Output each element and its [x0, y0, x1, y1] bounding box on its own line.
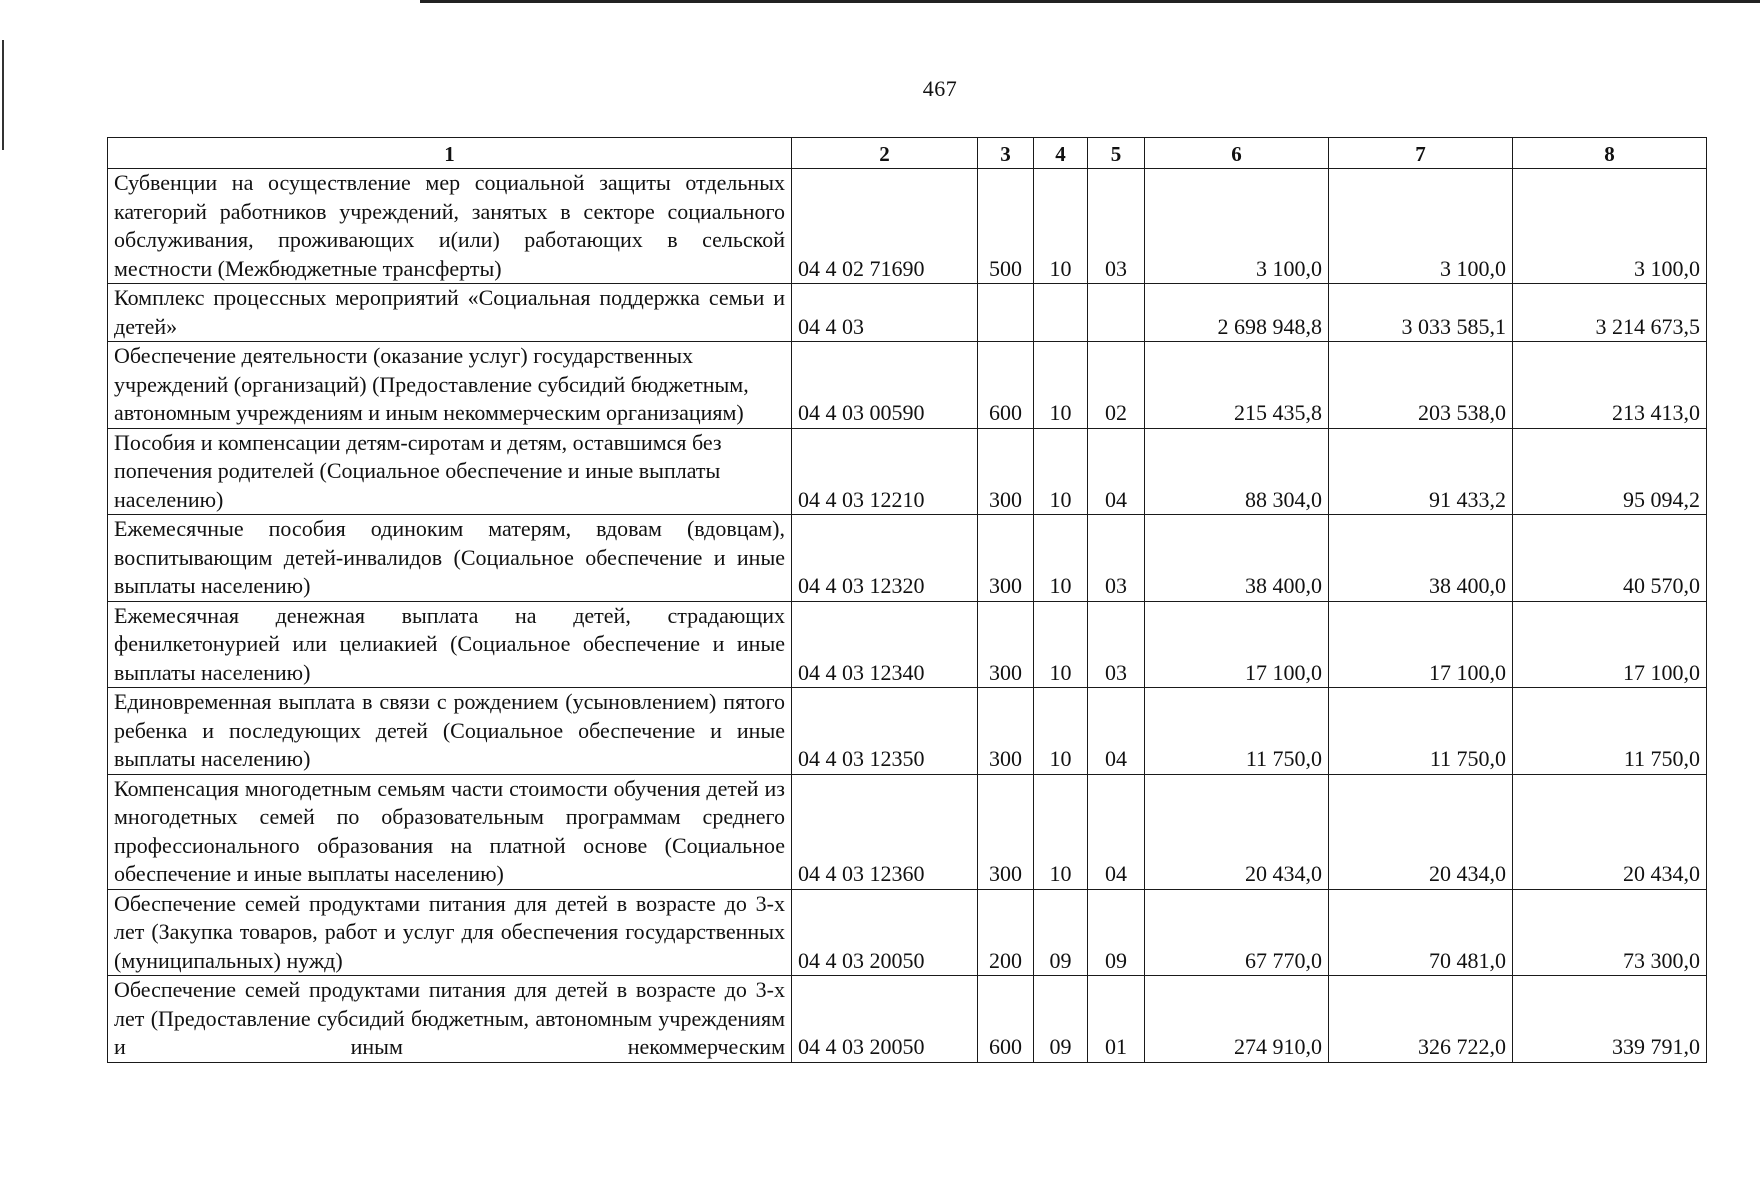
row-code: 04 4 03 20050 [792, 889, 978, 976]
col-header-6: 6 [1145, 138, 1329, 169]
row-col4: 10 [1034, 169, 1088, 284]
row-col3: 300 [978, 428, 1034, 515]
budget-table [107, 137, 1707, 1063]
row-col6: 215 435,8 [1145, 342, 1329, 429]
table-row [108, 515, 1707, 602]
row-col3: 500 [978, 169, 1034, 284]
table-row [108, 169, 1707, 284]
row-col5: 04 [1088, 774, 1145, 889]
row-col6: 11 750,0 [1145, 688, 1329, 775]
row-code: 04 4 02 71690 [792, 169, 978, 284]
row-col4: 09 [1034, 976, 1088, 1063]
row-col4: 09 [1034, 889, 1088, 976]
row-description: Обеспечение семей продуктами питания для детей в возрасте до 3-х лет (Закупка товаров, работ и услуг для обеспечения государственных (муниципальных) нужд) [108, 889, 792, 976]
row-description: Компенсация многодетным семьям части стоимости обучения детей из многодетных семей по образовательным программам среднего профессионального образования на платной основе (Социальное обеспечение и иные выплаты населению) [108, 774, 792, 889]
table-row [108, 688, 1707, 775]
row-col4: 10 [1034, 688, 1088, 775]
row-code: 04 4 03 12350 [792, 688, 978, 775]
row-description: Пособия и компенсации детям-сиротам и детям, оставшимся без попечения родителей (Социальное обеспечение и иные выплаты населению) [108, 428, 792, 515]
row-col5: 09 [1088, 889, 1145, 976]
row-col3: 200 [978, 889, 1034, 976]
row-description: Ежемесячная денежная выплата на детей, страдающих фенилкетонурией или целиакией (Социальное обеспечение и иные выплаты населению) [108, 601, 792, 688]
table-row [108, 428, 1707, 515]
row-col7: 203 538,0 [1329, 342, 1513, 429]
row-code: 04 4 03 12210 [792, 428, 978, 515]
row-code: 04 4 03 12320 [792, 515, 978, 602]
row-col6: 20 434,0 [1145, 774, 1329, 889]
row-col8: 3 100,0 [1513, 169, 1707, 284]
row-col8: 95 094,2 [1513, 428, 1707, 515]
row-col8: 20 434,0 [1513, 774, 1707, 889]
row-col4: 10 [1034, 515, 1088, 602]
row-col5: 03 [1088, 601, 1145, 688]
row-col5: 04 [1088, 688, 1145, 775]
col-header-8: 8 [1513, 138, 1707, 169]
row-code: 04 4 03 20050 [792, 976, 978, 1063]
row-col3: 300 [978, 774, 1034, 889]
row-col8: 17 100,0 [1513, 601, 1707, 688]
row-col7: 326 722,0 [1329, 976, 1513, 1063]
row-col3: 300 [978, 515, 1034, 602]
row-col3: 600 [978, 976, 1034, 1063]
table-header-row [108, 138, 1707, 169]
col-header-3: 3 [978, 138, 1034, 169]
row-col4: 10 [1034, 601, 1088, 688]
row-col5: 04 [1088, 428, 1145, 515]
row-col4 [1034, 284, 1088, 342]
row-col7: 17 100,0 [1329, 601, 1513, 688]
row-col7: 3 100,0 [1329, 169, 1513, 284]
table-row [108, 976, 1707, 1063]
row-col4: 10 [1034, 774, 1088, 889]
table-row [108, 284, 1707, 342]
row-col8: 73 300,0 [1513, 889, 1707, 976]
row-col3: 600 [978, 342, 1034, 429]
col-header-7: 7 [1329, 138, 1513, 169]
row-col5: 03 [1088, 515, 1145, 602]
row-col4: 10 [1034, 342, 1088, 429]
row-col5: 02 [1088, 342, 1145, 429]
row-code: 04 4 03 12360 [792, 774, 978, 889]
row-col8: 3 214 673,5 [1513, 284, 1707, 342]
row-col7: 20 434,0 [1329, 774, 1513, 889]
row-col5: 03 [1088, 169, 1145, 284]
row-col7: 3 033 585,1 [1329, 284, 1513, 342]
row-col8: 40 570,0 [1513, 515, 1707, 602]
row-col5: 01 [1088, 976, 1145, 1063]
col-header-1: 1 [108, 138, 792, 169]
row-col6: 3 100,0 [1145, 169, 1329, 284]
row-col7: 91 433,2 [1329, 428, 1513, 515]
table-row [108, 342, 1707, 429]
row-description: Ежемесячные пособия одиноким матерям, вдовам (вдовцам), воспитывающим детей-инвалидов (Социальное обеспечение и иные выплаты населению) [108, 515, 792, 602]
row-code: 04 4 03 12340 [792, 601, 978, 688]
col-header-2: 2 [792, 138, 978, 169]
row-code: 04 4 03 00590 [792, 342, 978, 429]
row-col6: 2 698 948,8 [1145, 284, 1329, 342]
page-number: 467 [922, 76, 958, 101]
top-scan-rule [420, 0, 1760, 3]
row-col8: 339 791,0 [1513, 976, 1707, 1063]
row-description: Субвенции на осуществление мер социальной защиты отдельных категорий работников учреждений, занятых в секторе социального обслуживания, проживающих и(или) работающих в сельской местности (Межбюджетные трансферты) [108, 169, 792, 284]
row-col5 [1088, 284, 1145, 342]
row-description: Комплекс процессных мероприятий «Социальная поддержка семьи и детей» [108, 284, 792, 342]
row-col3: 300 [978, 688, 1034, 775]
row-col6: 88 304,0 [1145, 428, 1329, 515]
row-col6: 38 400,0 [1145, 515, 1329, 602]
row-description: Обеспечение деятельности (оказание услуг) государственных учреждений (организаций) (Предоставление субсидий бюджетным, автономным учреждениям и иным некоммерческим организациям) [108, 342, 792, 429]
row-col6: 17 100,0 [1145, 601, 1329, 688]
row-description: Обеспечение семей продуктами питания для детей в возрасте до 3-х лет (Предоставление субсидий бюджетным, автономным учреждениям и иным некоммерческим [108, 976, 792, 1063]
row-description: Единовременная выплата в связи с рождением (усыновлением) пятого ребенка и последующих детей (Социальное обеспечение и иные выплаты населению) [108, 688, 792, 775]
row-col8: 11 750,0 [1513, 688, 1707, 775]
row-col7: 70 481,0 [1329, 889, 1513, 976]
row-col8: 213 413,0 [1513, 342, 1707, 429]
row-col6: 67 770,0 [1145, 889, 1329, 976]
row-col7: 38 400,0 [1329, 515, 1513, 602]
table-row [108, 774, 1707, 889]
row-col4: 10 [1034, 428, 1088, 515]
row-code: 04 4 03 [792, 284, 978, 342]
table-row [108, 601, 1707, 688]
row-col7: 11 750,0 [1329, 688, 1513, 775]
row-col3: 300 [978, 601, 1034, 688]
row-col6: 274 910,0 [1145, 976, 1329, 1063]
col-header-4: 4 [1034, 138, 1088, 169]
row-col3 [978, 284, 1034, 342]
col-header-5: 5 [1088, 138, 1145, 169]
table-row [108, 889, 1707, 976]
